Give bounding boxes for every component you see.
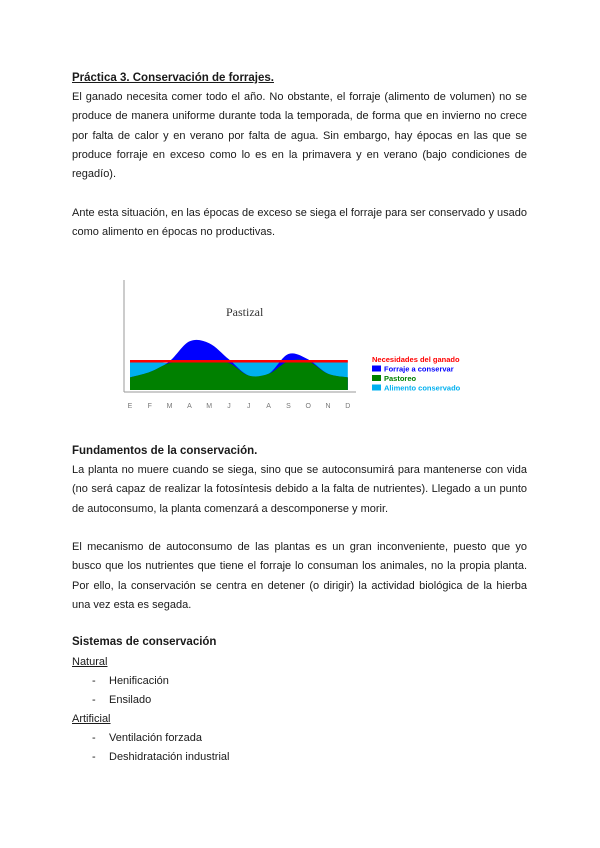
x-tick-label: J — [227, 403, 231, 410]
x-tick-label: M — [166, 403, 173, 410]
list-item: - Henificación — [92, 675, 169, 687]
legend-label: Pastoreo — [384, 374, 417, 383]
x-tick-label: M — [206, 403, 213, 410]
section-fundamentos-heading: Fundamentos de la conservación. — [72, 445, 258, 457]
legend-label: Necesidades del ganado — [372, 355, 460, 364]
fundamentos-paragraph-1: La planta no muere cuando se siega, sino que se autoconsumirá para mantenerse con vida (no será capaz de realizar la fotosíntesis debido a la falta de nutrientes). Llegado a un punto de autoconsumo, la planta comenzará a descomponerse y morir. — [72, 464, 527, 515]
section-sistemas-heading: Sistemas de conservación — [72, 636, 217, 648]
list-item: - Ventilación forzada — [92, 732, 202, 744]
intro-paragraph-2: Ante esta situación, en las épocas de exceso se siega el forraje para ser conservado y usado como alimento en épocas no productivas. — [72, 207, 527, 239]
chart-svg — [118, 278, 478, 410]
fundamentos-paragraph-2: El mecanismo de autoconsumo de las plantas es un gran inconveniente, puesto que yo busco que los nutrientes que tiene el forraje lo consuman los animales, no la propia planta. Por ello, la conservación se centra en detener (o dirigir) la actividad biológica de la hierba una vez esta es segada. — [72, 541, 527, 611]
x-tick-label: N — [325, 403, 331, 410]
intro-paragraph: El ganado necesita comer todo el año. No obstante, el forraje (alimento de volumen) no se produce de manera uniforme durante toda la temporada, de forma que en invierno no crece por falta de calor y en verano por falta de agua. Sin embargo, hay épocas en las que se produce forraje en exceso como lo es en la primavera y en verano (bajo condiciones de regadío). — [72, 91, 527, 181]
legend-swatch — [372, 375, 381, 381]
legend-label: Forraje a conservar — [384, 364, 454, 374]
legend-swatch — [372, 366, 381, 372]
group-natural-label: Natural — [72, 656, 108, 668]
chart-title: Pastizal — [226, 305, 264, 319]
legend-label: Alimento conservado — [384, 383, 461, 393]
x-tick-label: A — [187, 403, 192, 410]
pastizal-chart — [118, 278, 478, 410]
list-item: - Ensilado — [92, 694, 152, 706]
legend-swatch — [372, 385, 381, 391]
page-title: Práctica 3. Conservación de forrajes. — [72, 72, 274, 84]
list-item: - Deshidratación industrial — [92, 751, 230, 763]
x-tick-label: S — [286, 403, 291, 410]
x-tick-label: F — [147, 403, 152, 410]
x-tick-label: D — [345, 403, 351, 410]
x-tick-label: J — [247, 403, 251, 410]
x-tick-labels — [128, 403, 351, 410]
x-tick-label: A — [266, 403, 271, 410]
group-artificial-label: Artificial — [72, 713, 111, 725]
x-tick-label: E — [127, 403, 133, 410]
chart-legend — [372, 355, 461, 393]
x-tick-label: O — [305, 403, 311, 410]
